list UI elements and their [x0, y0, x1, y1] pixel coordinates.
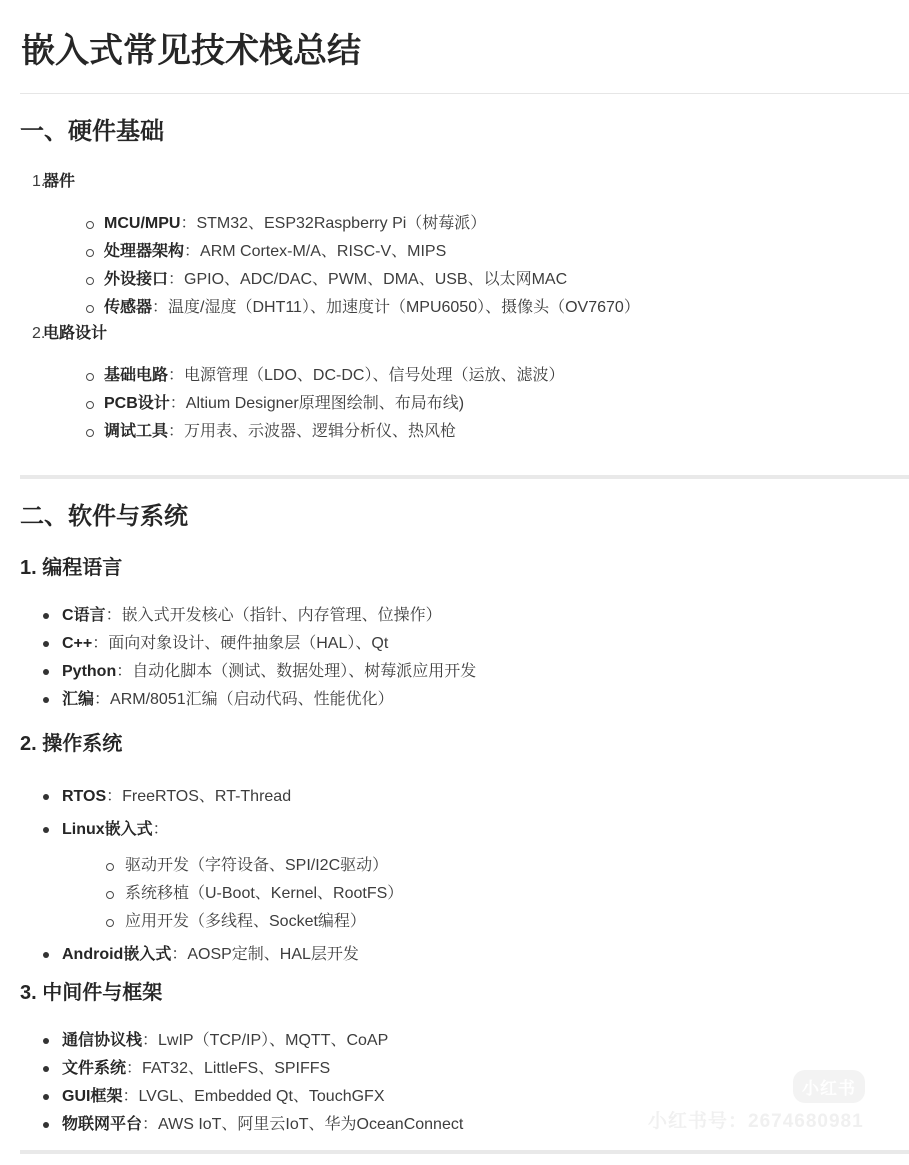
list-item: 传感器：温度/湿度（DHT11）、加速度计（MPU6050）、摄像头（OV7670） — [43, 294, 909, 322]
hardware-item — [20, 172, 909, 322]
list-item-label: Android嵌入式 — [62, 946, 172, 963]
item-title: 器件 — [43, 173, 76, 190]
list-item-label: 汇编 — [62, 691, 95, 708]
subsection-list — [20, 1027, 909, 1139]
list-item: 物联网平台：AWS IoT、阿里云IoT、华为OceanConnect — [20, 1111, 909, 1139]
list-item: C语言：嵌入式开发核心（指针、内存管理、位操作） — [20, 602, 909, 630]
list-item-label: 外设接口 — [104, 271, 169, 288]
hardware-item — [20, 324, 909, 446]
xiaohongshu-id-watermark: 小红书号：2674680981 — [648, 1111, 864, 1132]
subsection-heading: 1. 编程语言 — [20, 557, 123, 579]
xiaohongshu-logo-watermark: 小红书 — [793, 1070, 865, 1103]
bottom-divider — [20, 1150, 909, 1154]
software-subsections — [20, 558, 909, 1139]
hardware-ordered-list — [20, 172, 909, 446]
list-item-label: GUI框架 — [62, 1088, 123, 1105]
hardware-sublist — [43, 210, 909, 322]
document — [0, 30, 909, 1154]
list-item-label: Python — [62, 663, 117, 680]
list-item: Android嵌入式：AOSP定制、HAL层开发 — [20, 941, 909, 969]
list-item-label: 调试工具 — [104, 423, 169, 440]
subsection-list — [20, 602, 909, 714]
list-item: 应用开发（多线程、Socket编程） — [62, 908, 909, 936]
list-item-label: 文件系统 — [62, 1060, 127, 1077]
list-item-label: PCB设计 — [104, 395, 170, 412]
list-item: 系统移植（U-Boot、Kernel、RootFS） — [62, 880, 909, 908]
list-item-label: 物联网平台 — [62, 1116, 143, 1133]
list-item: 文件系统：FAT32、LittleFS、SPIFFS — [20, 1055, 909, 1083]
list-item-label: 处理器架构 — [104, 243, 185, 260]
nested-sublist — [62, 852, 909, 936]
list-item: 驱动开发（字符设备、SPI/I2C驱动） — [62, 852, 909, 880]
list-item: 外设接口：GPIO、ADC/DAC、PWM、DMA、USB、以太网MAC — [43, 266, 909, 294]
list-item: GUI框架：LVGL、Embedded Qt、TouchGFX — [20, 1083, 909, 1111]
item-number: 2. — [32, 325, 46, 342]
list-item: 通信协议栈：LwIP（TCP/IP）、MQTT、CoAP — [20, 1027, 909, 1055]
list-item: RTOS：FreeRTOS、RT-Thread — [20, 783, 909, 811]
page-title: 嵌入式常见技术栈总结 — [20, 30, 909, 94]
list-item-label: C语言 — [62, 607, 106, 624]
list-item: MCU/MPU：STM32、ESP32Raspberry Pi（树莓派） — [43, 210, 909, 238]
list-item-label: C++ — [62, 635, 93, 652]
item-number: 1. — [32, 173, 46, 190]
section-divider — [20, 475, 909, 479]
list-item-label: MCU/MPU — [104, 215, 181, 232]
list-item-label: 传感器 — [104, 299, 153, 316]
section-heading-hardware: 一、硬件基础 — [20, 118, 164, 145]
hardware-sublist — [43, 362, 909, 446]
list-item: PCB设计：Altium Designer原理图绘制、布局布线) — [43, 390, 909, 418]
list-item-label: RTOS — [62, 788, 107, 805]
section-heading-software: 二、软件与系统 — [20, 503, 188, 530]
subsection-list — [20, 783, 909, 969]
subsection-heading: 2. 操作系统 — [20, 733, 123, 755]
list-item: Linux嵌入式： 驱动开发（字符设备、SPI/I2C驱动） 系统移植（U-Boot、Kernel、RootFS） 应用开发（多线程、Socket编程） — [20, 816, 909, 936]
list-item: 处理器架构：ARM Cortex-M/A、RISC-V、MIPS — [43, 238, 909, 266]
list-item-label: 基础电路 — [104, 367, 169, 384]
list-item-label: 通信协议栈 — [62, 1032, 143, 1049]
list-item: Python：自动化脚本（测试、数据处理）、树莓派应用开发 — [20, 658, 909, 686]
list-item: 调试工具：万用表、示波器、逻辑分析仪、热风枪 — [43, 418, 909, 446]
subsection-heading: 3. 中间件与框架 — [20, 982, 163, 1004]
list-item: 基础电路：电源管理（LDO、DC-DC）、信号处理（运放、滤波） — [43, 362, 909, 390]
list-item: 汇编：ARM/8051汇编（启动代码、性能优化） — [20, 686, 909, 714]
list-item: C++：面向对象设计、硬件抽象层（HAL）、Qt — [20, 630, 909, 658]
item-title: 电路设计 — [43, 325, 108, 342]
list-item-label: Linux嵌入式 — [62, 821, 153, 838]
